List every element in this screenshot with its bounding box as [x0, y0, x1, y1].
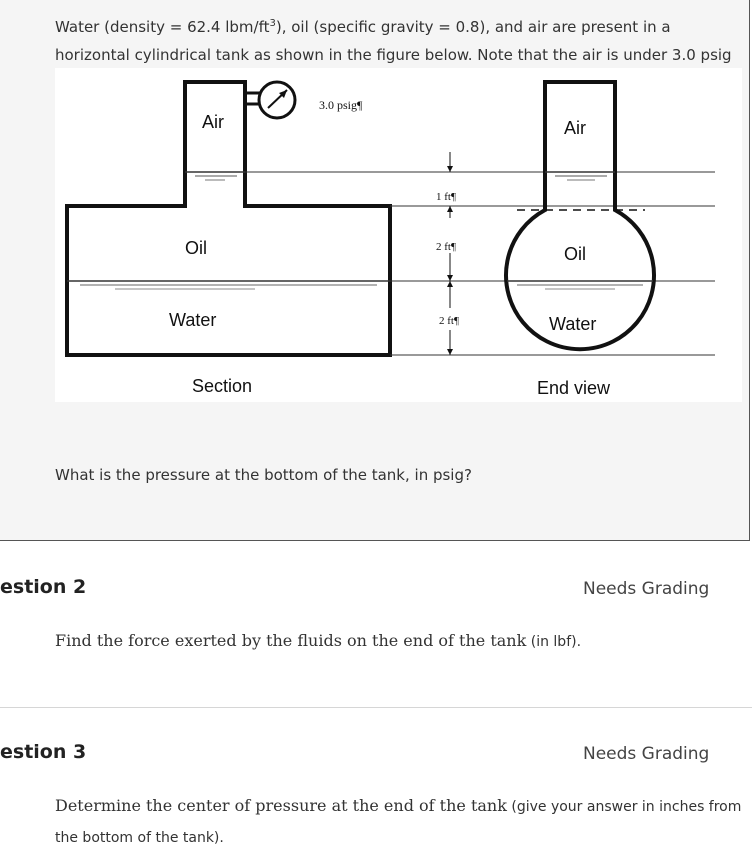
intro-text: Water (density = 62.4 lbm/ft: [55, 18, 270, 36]
section-oil-label: Oil: [185, 238, 207, 258]
question-divider: [0, 707, 752, 708]
tank-figure: [55, 68, 742, 402]
dim-2ft-water: 2 ft¶: [439, 315, 459, 327]
intro-text-cont: ), oil (specific gravity = 0.8), and air are present in a horizontal cylindrical tank as shown in the figure below. Note that the air is under 3.0 psig: [55, 18, 732, 64]
dim-2ft-oil: 2 ft¶: [436, 241, 456, 253]
question-2-text-main: Find the force exerted by the fluids on the end of the tank: [55, 631, 527, 650]
intro-superscript: 3: [269, 18, 276, 29]
question-3-text: [55, 791, 745, 853]
question-1-prompt: What is the pressure at the bottom of the tank, in psig?: [55, 466, 472, 484]
question-2-heading: estion 2: [0, 576, 87, 598]
section-caption: Section: [192, 376, 253, 396]
question-2-text: [55, 626, 745, 657]
question-2-text-units: (in lbf).: [526, 634, 582, 650]
dim-1ft: 1 ft¶: [436, 191, 456, 203]
question-3-heading: estion 3: [0, 741, 87, 763]
question-3-status: Needs Grading: [583, 744, 710, 764]
question-3-text-units: (give your answer in inches from the bottom of the tank).: [55, 799, 742, 846]
section-water-label: Water: [169, 310, 217, 330]
question-3-text-main: Determine the center of pressure at the end of the tank: [55, 796, 507, 815]
end-water-label: Water: [549, 314, 597, 334]
gauge-label: 3.0 psig¶: [319, 98, 363, 112]
section-air-label: Air: [202, 112, 224, 132]
end-air-label: Air: [564, 118, 586, 138]
end-view-caption: End view: [537, 378, 611, 398]
section-tank-outline: [67, 82, 390, 355]
question-2-status: Needs Grading: [583, 579, 710, 599]
end-oil-label: Oil: [564, 244, 586, 264]
